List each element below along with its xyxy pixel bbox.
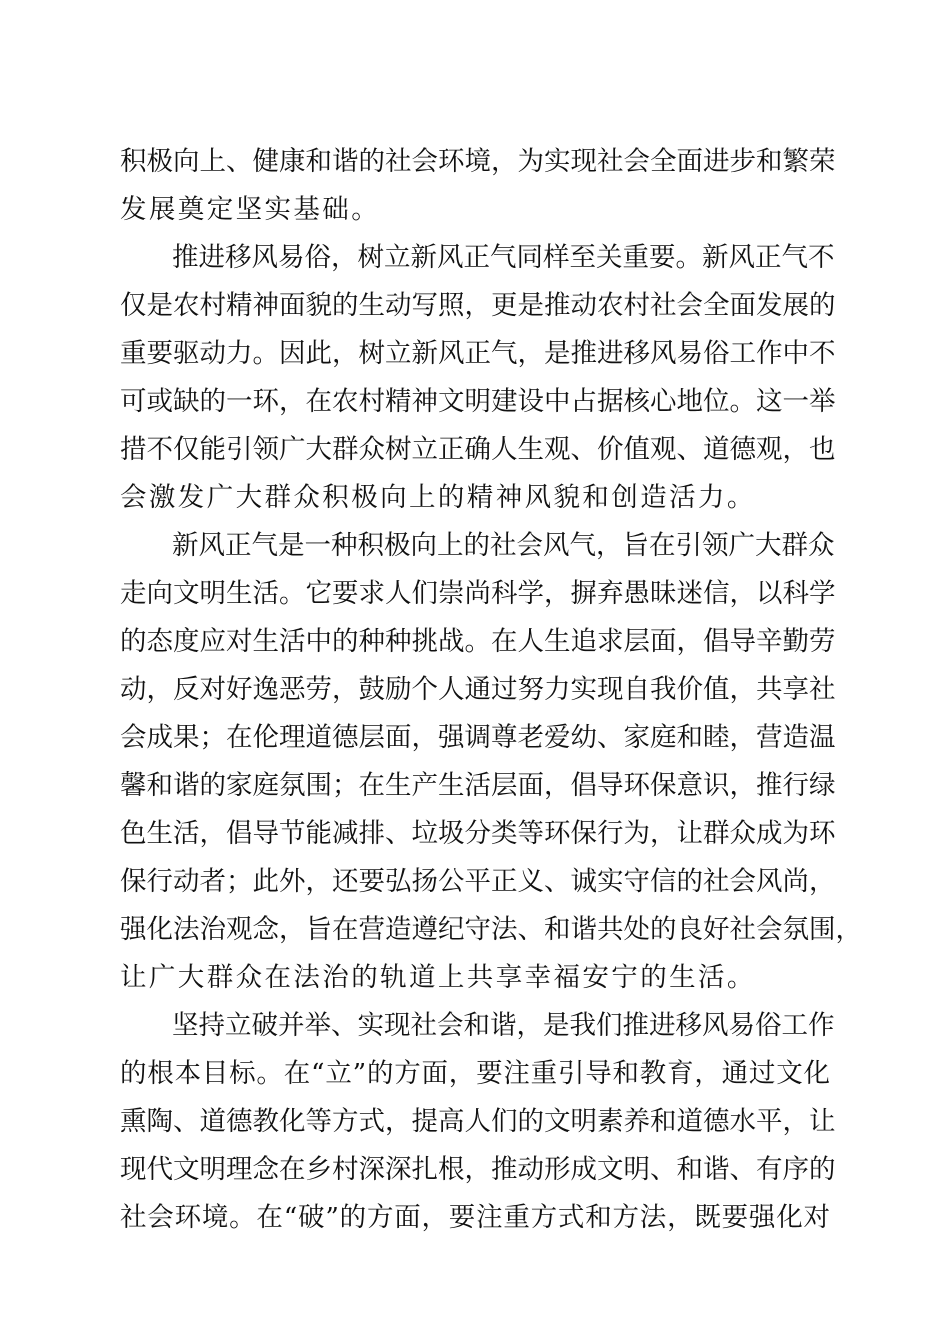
text-line: 发展奠定坚实基础。 <box>120 194 381 225</box>
paragraph-1 <box>120 138 836 234</box>
document-page <box>120 138 862 1242</box>
paragraph-2 <box>120 234 836 522</box>
text-line: 保行动者；此外，还要弘扬公平正义、诚实守信的社会风尚， <box>120 866 836 897</box>
text-line: 的根本目标。在“立”的方面，要注重引导和教育，通过文化 <box>120 1058 830 1089</box>
text-line: 措不仅能引领广大群众树立正确人生观、价值观、道德观，也 <box>120 434 836 465</box>
text-line: 让广大群众在法治的轨道上共享幸福安宁的生活。 <box>120 962 756 993</box>
text-line: 强化法治观念，旨在营造遵纪守法、和谐共处的良好社会氛围， <box>120 914 862 945</box>
text-line: 重要驱动力。因此，树立新风正气，是推进移风易俗工作中不 <box>120 338 836 369</box>
text-line: 的态度应对生活中的种种挑战。在人生追求层面，倡导辛勤劳 <box>120 626 836 657</box>
text-line: 可或缺的一环，在农村精神文明建设中占据核心地位。这一举 <box>120 386 836 417</box>
text-line: 会成果；在伦理道德层面，强调尊老爱幼、家庭和睦，营造温 <box>120 722 836 753</box>
text-line: 熏陶、道德教化等方式，提高人们的文明素养和道德水平，让 <box>120 1106 836 1137</box>
text-line: 坚持立破并举、实现社会和谐，是我们推进移风易俗工作 <box>172 1010 835 1041</box>
paragraph-4 <box>120 1002 836 1242</box>
text-line: 推进移风易俗，树立新风正气同样至关重要。新风正气不 <box>172 242 835 273</box>
text-line: 新风正气是一种积极向上的社会风气，旨在引领广大群众 <box>172 530 835 561</box>
text-line: 社会环境。在“破”的方面，要注重方式和方法，既要强化对 <box>120 1202 830 1233</box>
text-line: 会激发广大群众积极向上的精神风貌和创造活力。 <box>120 482 756 513</box>
text-line: 走向文明生活。它要求人们崇尚科学，摒弃愚昧迷信，以科学 <box>120 578 836 609</box>
text-line: 现代文明理念在乡村深深扎根，推动形成文明、和谐、有序的 <box>120 1154 836 1185</box>
text-line: 仅是农村精神面貌的生动写照，更是推动农村社会全面发展的 <box>120 290 836 321</box>
text-line: 色生活，倡导节能减排、垃圾分类等环保行为，让群众成为环 <box>120 818 836 849</box>
text-line: 动，反对好逸恶劳，鼓励个人通过努力实现自我价值，共享社 <box>120 674 836 705</box>
text-line: 馨和谐的家庭氛围；在生产生活层面，倡导环保意识，推行绿 <box>120 770 836 801</box>
paragraph-3 <box>120 522 862 1002</box>
text-line: 积极向上、健康和谐的社会环境，为实现社会全面进步和繁荣 <box>120 146 836 177</box>
